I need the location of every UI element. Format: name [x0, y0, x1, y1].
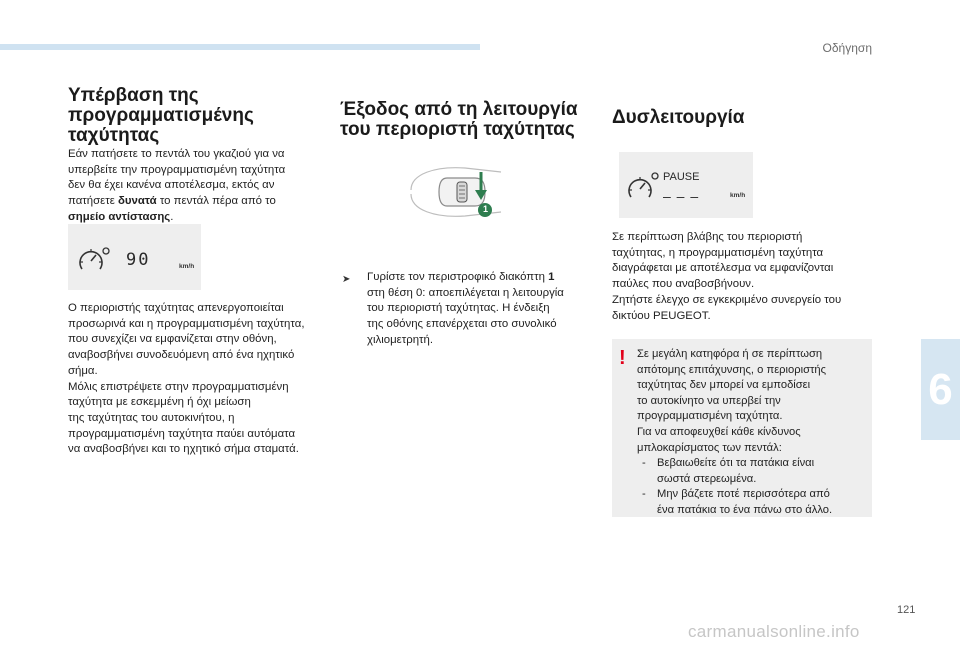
text-line: ταχύτητας δεν μπορεί να εμποδίσει	[637, 379, 811, 392]
warning-text	[637, 347, 869, 519]
text-fragment: το πεντάλ πέρα από το	[159, 195, 276, 208]
speed-dashes: – – –	[663, 188, 700, 204]
pause-display-panel	[619, 152, 753, 218]
page-number: 121	[897, 604, 916, 616]
heading-line: Έξοδος από τη λειτουργία	[340, 99, 578, 120]
text-line: της ταχύτητας του αυτοκινήτου, η	[68, 411, 235, 424]
heading-line: του περιοριστή ταχύτητας	[340, 119, 575, 140]
text-line: υπερβείτε την προγραμματισμένη ταχύτητα	[68, 163, 286, 176]
text-line: στη θέση 0: αποεπιλέγεται η λειτουργία	[367, 286, 564, 299]
text-line: Σε περίπτωση βλάβης του περιοριστή	[612, 231, 803, 243]
text-line: δικτύου PEUGEOT.	[612, 309, 711, 322]
heading-line: Υπέρβαση της	[68, 85, 199, 106]
text-line: του περιοριστή ταχύτητας. Η ένδειξη	[367, 302, 550, 315]
heading-line: προγραμματισμένης	[68, 105, 254, 126]
text-line: Μόλις επιστρέψετε στην προγραμματισμένη	[68, 380, 289, 393]
text-line: το αυτοκίνητο να υπερβεί την	[637, 394, 781, 407]
text-line: χιλιομετρητή.	[367, 333, 434, 346]
text-line: προγραμματισμένη ταχύτητα.	[637, 410, 783, 423]
chapter-number: 6	[928, 365, 953, 414]
set-speed-value: 90	[126, 250, 151, 270]
speed-display-panel	[68, 224, 201, 290]
heading-line: ταχύτητας	[68, 125, 160, 146]
text-line: δεν θα έχει κανένα αποτέλεσμα, εκτός αν	[68, 179, 275, 192]
watermark-text: carmanualsonline.info	[688, 622, 860, 641]
text-line: να αναβοσβήνει και το ηχητικό σήμα σταματά.	[68, 443, 299, 456]
speedometer-icon	[619, 152, 753, 218]
text-line: Για να αποφευχθεί κάθε κίνδυνος	[637, 425, 801, 438]
header-accent-bar	[0, 44, 480, 50]
pause-status: PAUSE	[663, 171, 700, 183]
text-line: ταχύτητας, η προγραμματισμένη ταχύτητα	[612, 246, 824, 259]
warning-note-box	[612, 339, 872, 517]
text-line: απότομης επιτάχυνσης, ο περιοριστής	[637, 363, 827, 376]
section-title: Οδήγηση	[822, 41, 872, 55]
text-line: σωστά στερεωμένα.	[657, 472, 757, 485]
text-fragment: .	[170, 210, 174, 223]
heading-overspeed	[68, 86, 318, 146]
text-line: ταχύτητα με εσκεμμένη ή όχι μείωση	[68, 396, 251, 409]
exit-step-paragraph	[367, 270, 597, 349]
text-line	[68, 194, 328, 210]
text-fragment: πατήσετε	[68, 195, 115, 208]
bullet-item	[637, 456, 869, 487]
text-line: αναβοσβήνει συνοδευόμενη από ένα ηχητικό	[68, 349, 295, 362]
text-line: σήμα.	[68, 364, 98, 377]
text-line: Εάν πατήσετε το πεντάλ του γκαζιού για να	[68, 148, 285, 160]
stalk-switch-icon	[405, 160, 505, 224]
text-line: - Βεβαιωθείτε ότι τα πατάκια είναι	[657, 457, 815, 470]
malfunction-paragraph	[612, 230, 882, 324]
emphasis-resistance-point: σημείο αντίστασης	[68, 210, 171, 223]
text-line: μπλοκαρίσματος των πεντάλ:	[637, 441, 782, 454]
text-line: διαγράφεται με αποτέλεσμα να εμφανίζονται	[612, 262, 834, 275]
text-line: προγραμματισμένη ταχύτητα παύει αυτόματα	[68, 427, 296, 440]
emphasis-strong: δυνατά	[117, 195, 157, 208]
arrow-step-icon: ➤	[342, 274, 351, 285]
text-fragment: Γυρίστε τον περιστροφικό διακόπτη	[367, 271, 545, 283]
emphasis-number: 1	[548, 271, 555, 283]
heading-exit-limiter	[340, 100, 600, 140]
text-line: παύλες που αναβοσβήνουν.	[612, 278, 755, 291]
text-line: Ο περιοριστής ταχύτητας απενεργοποιείται	[68, 302, 284, 314]
heading-malfunction: Δυσλειτουργία	[612, 107, 745, 128]
text-line: ένα πατάκια το ένα πάνω στο άλλο.	[657, 503, 833, 516]
text-line: Ζητήστε έλεγχο σε εγκεκριμένο συνεργείο του	[612, 293, 842, 306]
overspeed-paragraph	[68, 147, 328, 226]
text-line: Σε μεγάλη κατηφόρα ή σε περίπτωση	[637, 348, 823, 360]
chapter-tab	[921, 339, 960, 440]
text-line: - Μην βάζετε ποτέ περισσότερα από	[657, 488, 830, 501]
step-badge: 1	[482, 204, 488, 214]
text-line: που συνεχίζει να εμφανίζεται στην οθόνη,	[68, 333, 277, 346]
text-line	[367, 270, 597, 286]
limiter-paragraph	[68, 301, 333, 458]
text-line: της οθόνης επανέρχεται στο συνολικό	[367, 318, 557, 331]
bullet-item	[637, 487, 869, 518]
exclamation-icon: !	[619, 347, 626, 369]
text-line: προσωρινά και η προγραμματισμένη ταχύτητα,	[68, 317, 305, 330]
speed-unit: km/h	[730, 192, 746, 199]
steering-stalk-illustration	[405, 160, 505, 224]
speed-unit: km/h	[179, 263, 195, 270]
